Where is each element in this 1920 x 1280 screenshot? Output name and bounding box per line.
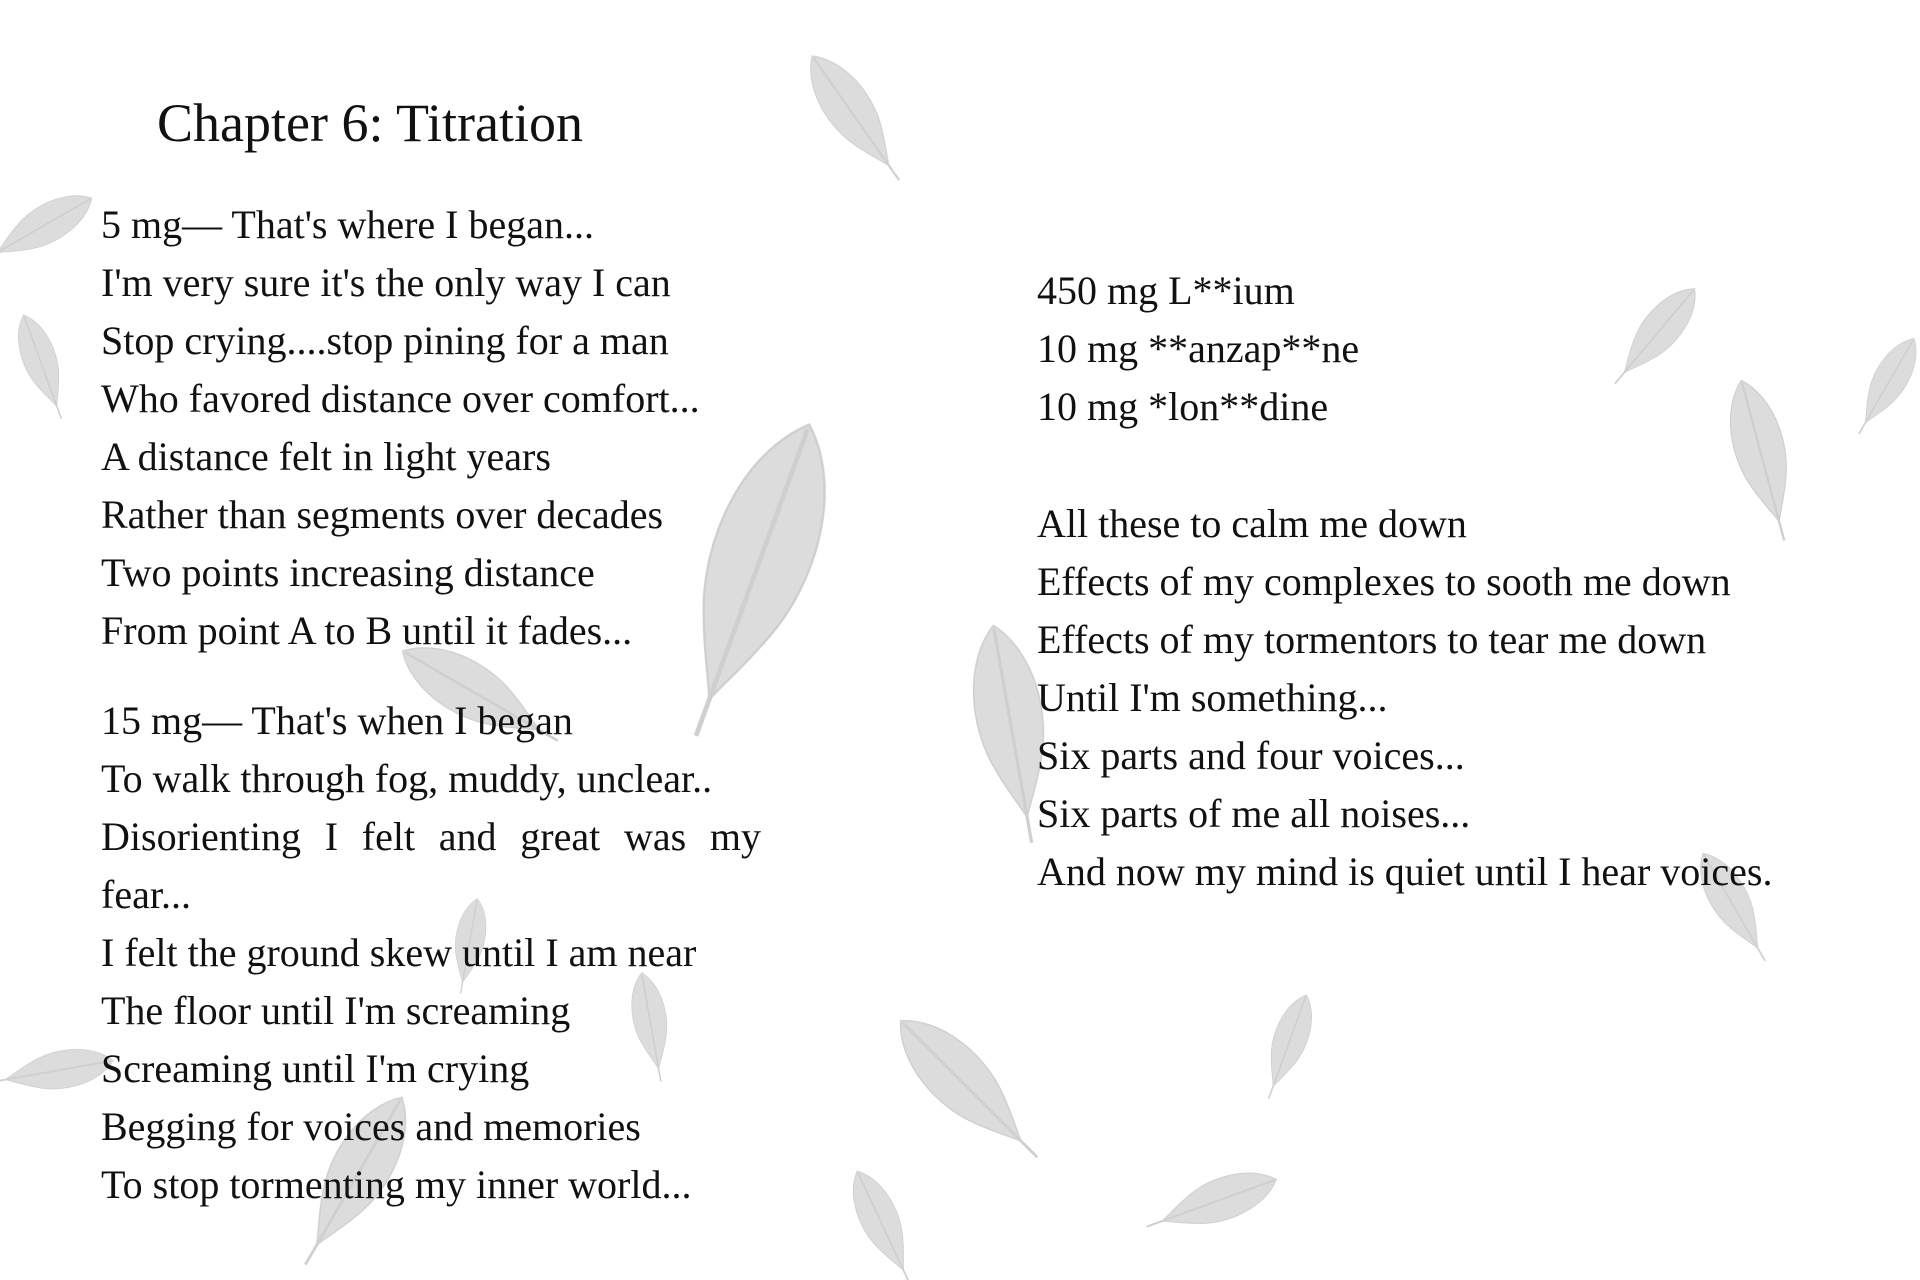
stanza	[101, 196, 761, 660]
feather-icon	[880, 1000, 1057, 1177]
poem-line: fear...	[101, 872, 191, 917]
poem-line: I felt the ground skew until I am near	[101, 930, 697, 975]
poem-line: Two points increasing distance	[101, 550, 595, 595]
feather-icon	[8, 309, 77, 424]
poem-line: 5 mg— That's where I began...	[101, 202, 595, 247]
feather-icon	[840, 1163, 926, 1280]
poem-line: To stop tormenting my inner world...	[101, 1162, 692, 1207]
medication-line: 450 mg L**ium	[1037, 268, 1295, 313]
medication-list	[1037, 262, 1877, 436]
poem-line: Rather than segments over decades	[101, 492, 664, 537]
poem-line: A distance felt in light years	[101, 434, 551, 479]
chapter-title: Chapter 6: Titration	[157, 93, 584, 153]
poem-line: The floor until I'm screaming	[101, 988, 571, 1033]
right-column	[1037, 262, 1877, 901]
stanza	[101, 692, 761, 1214]
poem-line: 15 mg— That's when I began	[101, 698, 573, 743]
feather-icon	[1140, 1160, 1284, 1246]
poem-line: All these to calm me down	[1037, 501, 1467, 546]
poem-line: Effects of my complexes to sooth me down	[1037, 559, 1731, 604]
poem-line: Screaming until I'm crying	[101, 1046, 530, 1091]
feather-icon	[0, 1042, 116, 1100]
feather-icon	[0, 182, 101, 276]
stanza	[1037, 495, 1877, 901]
poem-line: Effects of my tormentors to tear me down	[1037, 617, 1707, 662]
poem-line: Stop crying....stop pining for a man	[101, 318, 669, 363]
medication-line: 10 mg *lon**dine	[1037, 384, 1329, 429]
poem-line: Who favored distance over comfort...	[101, 376, 700, 421]
poem-line: Six parts and four voices...	[1037, 733, 1465, 778]
poem-line: Until I'm something...	[1037, 675, 1388, 720]
poem-line: Six parts of me all noises...	[1037, 791, 1471, 836]
poem-line: Begging for voices and memories	[101, 1104, 641, 1149]
poem-line: I'm very sure it's the only way I can	[101, 260, 671, 305]
poem-line: From point A to B until it fades...	[101, 608, 633, 653]
left-column	[101, 196, 761, 1214]
feather-icon	[1253, 989, 1322, 1104]
poem-line: And now my mind is quiet until I hear voices.	[1037, 849, 1773, 894]
poem-line: To walk through fog, muddy, unclear..	[101, 756, 713, 801]
poem-line: Disorienting I felt and great was my	[101, 814, 761, 859]
feather-icon	[794, 43, 918, 193]
medication-line: 10 mg **anzap**ne	[1037, 326, 1360, 371]
